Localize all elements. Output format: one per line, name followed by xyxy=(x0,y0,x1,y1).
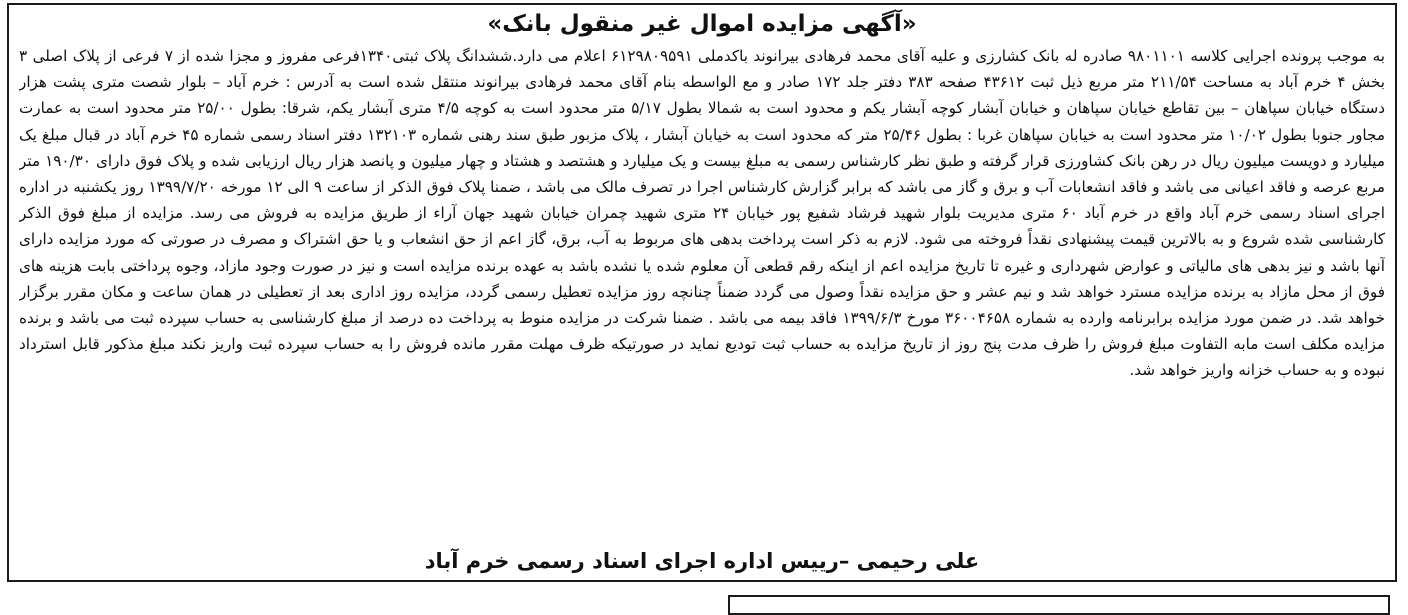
notice-signature: علی رحیمی –رییس اداره اجرای اسناد رسمی خرم آباد xyxy=(424,549,980,573)
notice-body: به موجب پرونده اجرایی کلاسه ۹۸۰۱۱۰۱ صادره له بانک کشارزی و علیه آقای محمد فرهادی بیرانوند باکدملی ۶۱۲۹۸۰۹۵۹۱ اعلام می دارد.ششدانگ پلاک ثبتی۱۳۴۰فرعی مفروز و مجزا شده از ۷ فرعی از پلاک اصلی ۳ بخش ۴ خرم آباد به مساحت ۲۱۱/۵۴ متر مربع ذیل ثبت ۴۳۶۱۲ صفحه ۳۸۳ دفتر جلد ۱۷۲ صادر و مع الواسطه بنام آقای محمد فرهادی بیرانوند منتقل شده است به آدرس : خرم آباد – بلوار شصت متری پشت هزار دستگاه خیابان سپاهان – بین تقاطع خیابان سپاهان و خیابان آبشار کوچه آبشار یکم و محدود است به شمالا بطول ۵/۱۷ متر محدود است به کوچه ۴/۵ متری آبشار یکم، شرقا: بطول ۲۵/۰۰ متر محدود است به عمارت مجاور جنوبا بطول ۱۰/۰۲ متر محدود است به خیابان سپاهان غربا : بطول ۲۵/۴۶ متر که محدود است به خیابان آبشار ، پلاک مزبور طبق سند رهنی شماره ۱۳۲۱۰۳ دفتر اسناد رسمی شماره ۴۵ خرم آباد در قبال مبلغ یک میلیارد و دویست میلیون ریال در رهن بانک کشاورزی قرار گرفته و طبق نظر کارشناس رسمی به مبلغ بیست و یک میلیارد و هشتصد و هشتاد و چهار میلیون و پانصد هزار ریال ارزیابی شده و پلاک فوق دارای ۱۹۰/۳۰ متر مربع عرصه و فاقد اعیانی می باشد و فاقد انشعابات آب و برق و گاز می باشد که برابر گزارش کارشناس اجرا در تصرف مالک می باشد ، ضمنا پلاک فوق الذکر از ساعت ۹ الی ۱۲ مورخه ۱۳۹۹/۷/۲۰ روز یکشنبه در اداره اجرای اسناد رسمی خرم آباد واقع در خرم آباد ۶۰ متری مدیریت بلوار شهید فرشاد شفیع پور خیابان ۲۴ متری شهید چمران خیابان شهید جهان آراء از طریق مزایده به فروش می رسد. مزایده از مبلغ فوق الذکر کارشناسی شده شروع و به بالاترین قیمت پیشنهادی نقداً فروخته می شود. لازم به ذکر است پرداخت بدهی های مربوط به آب، برق، گاز اعم از حق انشعاب و یا حق اشتراک و مصرف در صورتی که مورد مزایده دارای آنها باشد و نیز بدهی های مالیاتی و عوارض شهرداری و غیره تا تاریخ مزایده اعم از اینکه رقم قطعی آن معلوم شده یا نشده باشد به عهده برنده مزایده است و نیز در صورت وجود مازاد، وجوه پرداختی بابت هزینه های فوق از محل مازاد به برنده مزایده مسترد خواهد شد و نیم عشر و حق مزایده نقداً وصول می گردد ضمناً چنانچه روز مزایده تعطیل رسمی گردد، مزایده روز اداری بعد از تعطیلی در همان ساعت و مکان مقرر برگزار خواهد شد. در ضمن مورد مزایده برابرنامه وارده به شماره ۳۶۰۰۴۶۵۸ مورخ ۱۳۹۹/۶/۳ فاقد بیمه می باشد . ضمنا شرکت در مزایده منوط به پرداخت ده درصد از مبلغ کارشناسی به حساب سپرده ثبت می باشد و برنده مزایده مکلف است مابه التفاوت مبلغ فروش را ظرف مدت پنج روز از تاریخ مزایده به حساب ثبت تودیع نماید در صورتیکه ظرف مهلت مقرر مانده فروش را به حساب سپرده ثبت واریز نکند مبلغ مذکور قابل استرداد نبوده و به حساب خزانه واریز خواهد شد. xyxy=(19,47,1385,380)
auction-notice xyxy=(7,3,1397,582)
notice-title: «آگهی مزایده اموال غیر منقول بانک» xyxy=(487,11,917,37)
next-notice-frame xyxy=(728,595,1390,615)
